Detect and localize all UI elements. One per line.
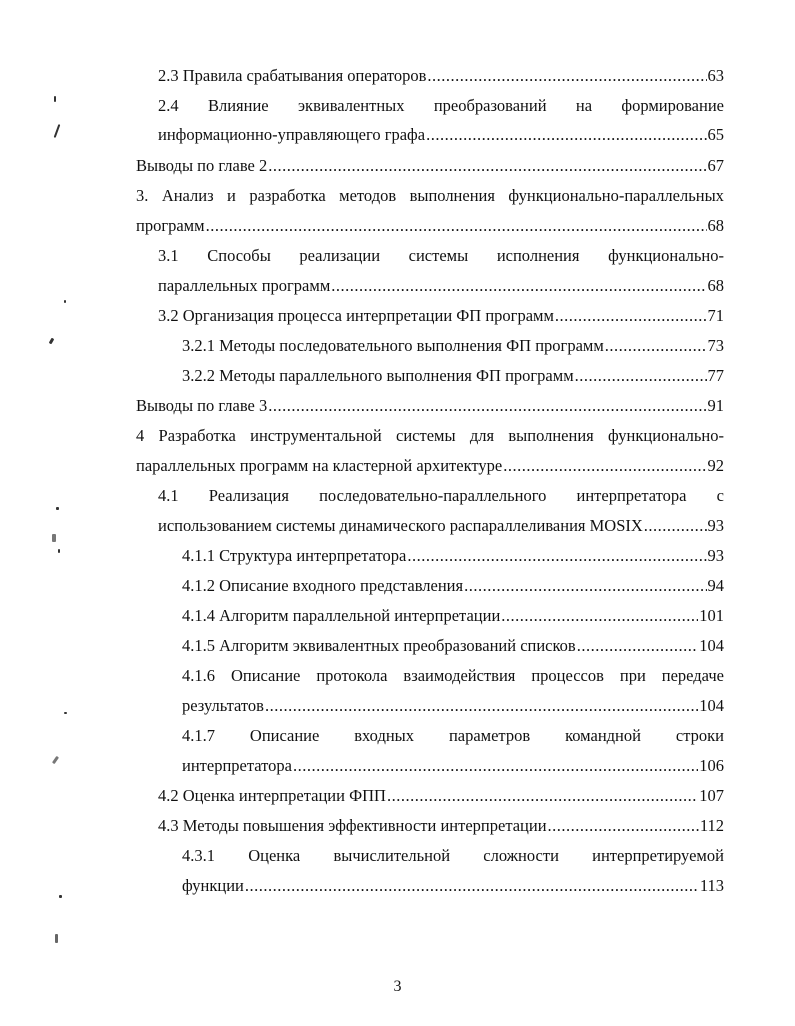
- toc-entry-title: Выводы по главе 3: [136, 396, 268, 415]
- toc-entry-page: 65: [707, 125, 724, 144]
- toc-entry-4-1-2: [182, 576, 724, 596]
- scan-speck: [64, 712, 67, 714]
- toc-word: Описание: [230, 666, 301, 685]
- toc-entry-title: результатов: [182, 696, 264, 715]
- toc-entry-title: использованием системы динамического распараллеливания MOSIX: [158, 516, 643, 535]
- toc-word: функционально-параллельных: [508, 186, 724, 205]
- toc-word: для: [469, 426, 495, 445]
- toc-leader-dots: [426, 125, 706, 145]
- toc-word: Реализация: [208, 486, 289, 505]
- toc-word: последовательно-параллельного: [319, 486, 547, 505]
- toc-entry-page: 94: [707, 576, 724, 595]
- toc-entry-title: 3.2.2 Методы параллельного выполнения ФП программ: [182, 366, 574, 385]
- toc-entry-title: 4.1.5 Алгоритм эквивалентных преобразований списков: [182, 636, 576, 655]
- toc-entry-title: 4.2 Оценка интерпретации ФПП: [158, 786, 386, 805]
- toc-entry-page: 91: [707, 396, 724, 415]
- toc-leader-dots: [548, 816, 699, 836]
- toc-entry-title: 2.3 Правила срабатывания операторов: [158, 66, 427, 85]
- toc-leader-dots: [206, 216, 707, 236]
- toc-leader-dots: [577, 636, 699, 656]
- toc-entry-4-1-1: [182, 546, 724, 566]
- toc-entry-page: 92: [707, 456, 724, 475]
- toc-entry-conclusions-3: [136, 396, 724, 416]
- toc-entry-page: 77: [707, 366, 724, 385]
- toc-entry-2-4-line2: [158, 125, 724, 145]
- toc-entry-3-1-line1: [158, 246, 724, 266]
- toc-entry-4-1-4: [182, 606, 724, 626]
- toc-entry-4-3-1-line2: [182, 876, 724, 896]
- toc-entry-2-4-line1: [158, 96, 724, 116]
- toc-entry-page: 68: [707, 276, 724, 295]
- scan-speck: [52, 534, 56, 542]
- toc-word: передаче: [661, 666, 724, 685]
- toc-word: параметров: [448, 726, 531, 745]
- scan-speck: [54, 124, 61, 138]
- toc-word: с: [716, 486, 724, 505]
- toc-leader-dots: [464, 576, 706, 596]
- toc-word: Разработка: [158, 426, 236, 445]
- toc-word: 4.1: [158, 486, 179, 505]
- toc-entry-4-3-1-line1: [182, 846, 724, 866]
- toc-leader-dots: [407, 546, 706, 566]
- toc-word: формирование: [621, 96, 724, 115]
- toc-word: реализации: [299, 246, 381, 265]
- toc-word: инструментальной: [250, 426, 382, 445]
- scan-speck: [54, 96, 56, 102]
- toc-entry-4-line2: [136, 456, 724, 476]
- toc-entry-title: Выводы по главе 2: [136, 156, 268, 175]
- toc-word: входных: [354, 726, 415, 745]
- toc-entry-4-1-6-line1: [182, 666, 724, 686]
- toc-entry-page: 68: [707, 216, 724, 235]
- toc-leader-dots: [427, 66, 706, 86]
- toc-entry-3-line2: [136, 216, 724, 236]
- toc-entry-title: 4.1.2 Описание входного представления: [182, 576, 464, 595]
- toc-word: 2.4: [158, 96, 179, 115]
- toc-leader-dots: [387, 786, 698, 806]
- toc-entry-3-line1: [136, 186, 724, 206]
- toc-entry-3-1-line2: [158, 276, 724, 296]
- toc-word: преобразований: [433, 96, 547, 115]
- toc-entry-page: 101: [699, 606, 724, 625]
- toc-entry-conclusions-2: [136, 156, 724, 176]
- toc-leader-dots: [331, 276, 706, 296]
- toc-entry-4-1-6-line2: [182, 696, 724, 716]
- toc-entry-4-line1: [136, 426, 724, 446]
- toc-leader-dots: [501, 606, 698, 626]
- toc-leader-dots: [268, 396, 706, 416]
- toc-word: и: [227, 186, 236, 205]
- toc-word: выполнения: [508, 426, 594, 445]
- toc-entry-title: 4.1.1 Структура интерпретатора: [182, 546, 407, 565]
- toc-entry-2-3: [158, 66, 724, 86]
- toc-word: интерпретируемой: [592, 846, 724, 865]
- toc-leader-dots: [605, 336, 707, 356]
- page-number: 3: [393, 978, 402, 995]
- toc-word: 4: [136, 426, 145, 445]
- toc-entry-title: 3.2.1 Методы последовательного выполнения ФП программ: [182, 336, 604, 355]
- toc-entry-page: 93: [707, 516, 724, 535]
- toc-entry-page: 67: [707, 156, 724, 175]
- toc-word: Оценка: [248, 846, 301, 865]
- scan-speck: [64, 300, 66, 303]
- toc-entry-page: 73: [707, 336, 724, 355]
- toc-entry-title: функции: [182, 876, 244, 895]
- toc-entry-page: 112: [699, 816, 724, 835]
- scan-speck: [56, 507, 59, 510]
- toc-word: исполнения: [496, 246, 580, 265]
- toc-entry-3-2: [158, 306, 724, 326]
- toc-word: Способы: [207, 246, 271, 265]
- toc-entry-3-2-2: [182, 366, 724, 386]
- scan-speck: [49, 338, 55, 345]
- toc-entry-title: 3.2 Организация процесса интерпретации ФП программ: [158, 306, 554, 325]
- toc-word: сложности: [483, 846, 559, 865]
- toc-word: интерпретатора: [576, 486, 687, 505]
- toc-word: методов: [339, 186, 397, 205]
- toc-word: 4.3.1: [182, 846, 215, 865]
- toc-entry-4-1-line2: [158, 516, 724, 536]
- toc-leader-dots: [265, 696, 698, 716]
- toc-entry-4-1-7-line1: [182, 726, 724, 746]
- toc-entry-title: параллельных программ на кластерной архитектуре: [136, 456, 503, 475]
- toc-word: командной: [565, 726, 641, 745]
- toc-leader-dots: [575, 366, 707, 386]
- toc-entry-page: 104: [699, 696, 724, 715]
- toc-entry-title: интерпретатора: [182, 756, 292, 775]
- toc-word: при: [619, 666, 646, 685]
- toc-word: функционально-: [608, 426, 724, 445]
- toc-entry-4-3: [158, 816, 724, 836]
- toc-word: системы: [408, 246, 469, 265]
- toc-leader-dots: [503, 456, 706, 476]
- toc-entry-4-1-line1: [158, 486, 724, 506]
- toc-word: Описание: [249, 726, 320, 745]
- toc-word: строки: [675, 726, 724, 745]
- toc-entry-4-2: [158, 786, 724, 806]
- toc-entry-4-1-5: [182, 636, 724, 656]
- toc-word: выполнения: [409, 186, 495, 205]
- scan-speck: [58, 549, 60, 553]
- toc-entry-4-1-7-line2: [182, 756, 724, 776]
- toc-entry-title: 4.3 Методы повышения эффективности интерпретации: [158, 816, 547, 835]
- toc-entry-title: информационно-управляющего графа: [158, 125, 426, 144]
- toc-entry-page: 106: [699, 756, 724, 775]
- toc-leader-dots: [245, 876, 699, 896]
- toc-word: Влияние: [207, 96, 269, 115]
- toc-leader-dots: [293, 756, 698, 776]
- toc-entry-page: 93: [707, 546, 724, 565]
- toc-entry-page: 63: [707, 66, 724, 85]
- scan-speck: [52, 756, 59, 764]
- toc-word: 4.1.6: [182, 666, 215, 685]
- toc-word: процессов: [531, 666, 604, 685]
- toc-word: 3.1: [158, 246, 179, 265]
- toc-leader-dots: [644, 516, 707, 536]
- toc-leader-dots: [268, 156, 706, 176]
- toc-word: вычислительной: [333, 846, 451, 865]
- toc-word: функционально-: [608, 246, 724, 265]
- toc-entry-title: параллельных программ: [158, 276, 331, 295]
- toc-entry-page: 104: [699, 636, 724, 655]
- toc-entry-title: 4.1.4 Алгоритм параллельной интерпретации: [182, 606, 501, 625]
- toc-entry-page: 107: [699, 786, 724, 805]
- toc-word: Анализ: [161, 186, 214, 205]
- toc-entry-page: 71: [707, 306, 724, 325]
- toc-word: взаимодействия: [403, 666, 516, 685]
- toc-word: 4.1.7: [182, 726, 215, 745]
- toc-word: на: [575, 96, 593, 115]
- toc-word: разработка: [249, 186, 326, 205]
- scan-speck: [55, 934, 58, 943]
- toc-word: системы: [396, 426, 456, 445]
- toc-entry-page: 113: [699, 876, 724, 895]
- toc-word: 3.: [136, 186, 149, 205]
- scan-speck: [59, 895, 62, 898]
- toc-entry-title: программ: [136, 216, 205, 235]
- toc-word: протокола: [316, 666, 388, 685]
- toc-leader-dots: [555, 306, 707, 326]
- toc-entry-3-2-1: [182, 336, 724, 356]
- toc-word: эквивалентных: [297, 96, 405, 115]
